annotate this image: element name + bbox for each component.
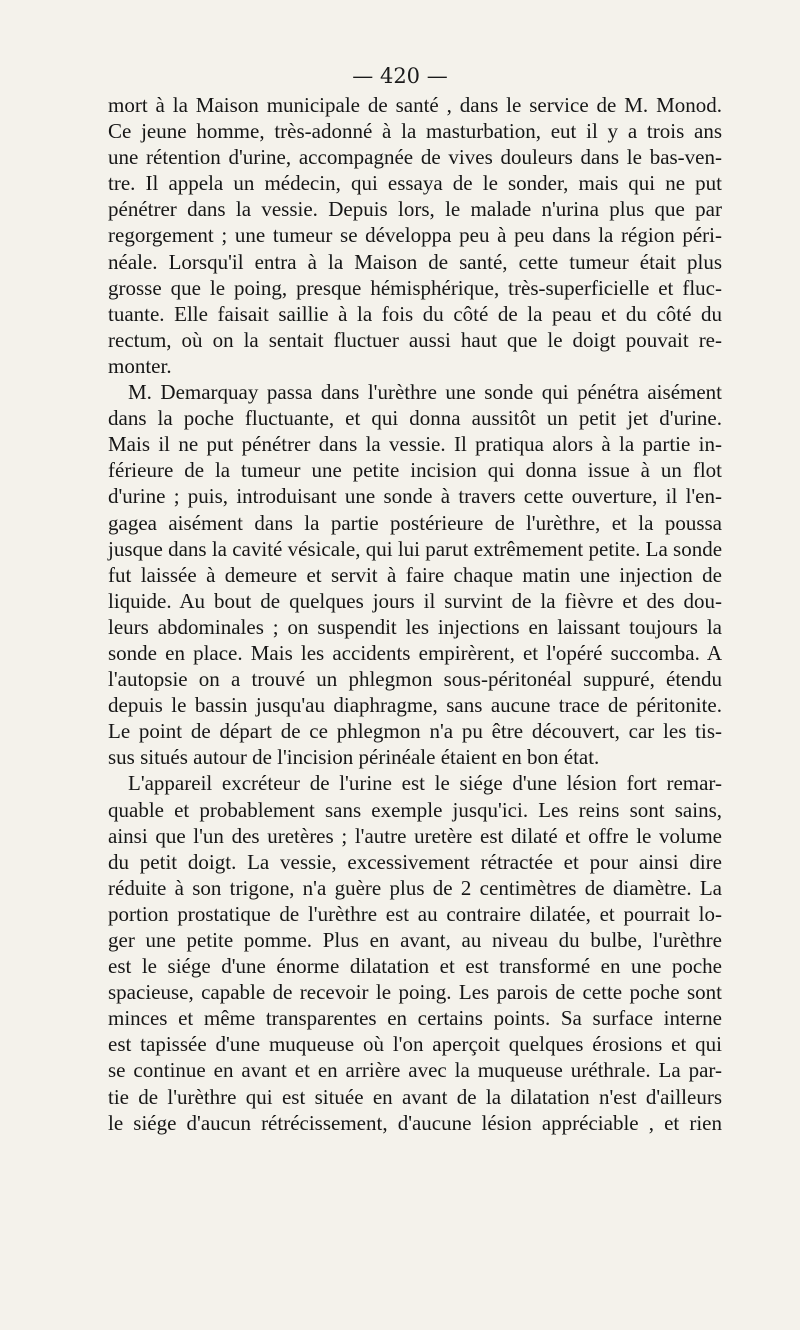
text-line: ainsi que l'un des uretères ; l'autre uretère est dilaté et offre le volume bbox=[108, 823, 722, 848]
text-line: ger une petite pomme. Plus en avant, au niveau du bulbe, l'urèthre bbox=[108, 928, 722, 952]
text-line: pénétrer dans la vessie. Depuis lors, le malade n'urina plus que par bbox=[108, 197, 722, 222]
text-line: se continue en avant et en arrière avec la muqueuse uréthrale. La par- bbox=[108, 1058, 722, 1083]
text-line: mort à la Maison municipale de santé , dans le service de M. Monod. bbox=[108, 93, 722, 117]
text-line: réduite à son trigone, n'a guère plus de 2 centimètres de diamètre. La bbox=[108, 875, 722, 900]
text-line: l'autopsie on a trouvé un phlegmon sous-péritonéal suppuré, étendu bbox=[108, 667, 722, 692]
text-line: monter. bbox=[108, 353, 172, 378]
text-line: sus situés autour de l'incision périnéale étaient en bon état. bbox=[108, 745, 600, 770]
text-line: quable et probablement sans exemple jusqu'ici. Les reins sont sains, bbox=[108, 797, 722, 822]
text-line: minces et même transparentes en certains points. Sa surface interne bbox=[108, 1006, 722, 1031]
text-line: férieure de la tumeur une petite incision qui donna issue à un flot bbox=[108, 458, 722, 483]
text-line: Le point de départ de ce phlegmon n'a pu être découvert, car les tis- bbox=[108, 719, 722, 744]
text-line: L'appareil excréteur de l'urine est le siége d'une lésion fort remar- bbox=[128, 771, 722, 796]
page-number: — 420 — bbox=[352, 64, 448, 88]
text-line: le siége d'aucun rétrécissement, d'aucune lésion appréciable , et rien bbox=[108, 1110, 722, 1135]
text-line: leurs abdominales ; on suspendit les injections en laissant toujours la bbox=[108, 614, 722, 639]
text-line: rectum, où on la sentait fluctuer aussi haut que le doigt pouvait re- bbox=[108, 327, 722, 352]
text-line: liquide. Au bout de quelques jours il survint de la fièvre et des dou- bbox=[108, 588, 722, 613]
text-line: tre. Il appela un médecin, qui essaya de le sonder, mais qui ne put bbox=[108, 171, 722, 196]
text-line: fut laissée à demeure et servit à faire chaque matin une injection de bbox=[108, 562, 722, 587]
text-line: une rétention d'urine, accompagnée de vives douleurs dans le bas-ven- bbox=[108, 145, 722, 170]
text-line: depuis le bassin jusqu'au diaphragme, sans aucune trace de péritonite. bbox=[108, 693, 722, 718]
text-line: tuante. Elle faisait saillie à la fois du côté de la peau et du côté du bbox=[108, 301, 722, 326]
text-line: gagea aisément dans la partie postérieure de l'urèthre, et la poussa bbox=[108, 510, 722, 535]
text-line: dans la poche fluctuante, et qui donna aussitôt un petit jet d'urine. bbox=[108, 406, 722, 431]
text-line: portion prostatique de l'urèthre est au contraire dilatée, et pourrait lo- bbox=[108, 901, 722, 926]
text-line: grosse que le poing, presque hémisphérique, très-superficielle et fluc- bbox=[108, 275, 722, 300]
text-line: est le siége d'une énorme dilatation et est transformé en une poche bbox=[108, 954, 722, 979]
text-line: d'urine ; puis, introduisant une sonde à travers cette ouverture, il l'en- bbox=[108, 484, 722, 509]
text-line: est tapissée d'une muqueuse où l'on aperçoit quelques érosions et qui bbox=[108, 1032, 722, 1057]
text-line: M. Demarquay passa dans l'urèthre une sonde qui pénétra aisément bbox=[128, 380, 722, 405]
text-line: jusque dans la cavité vésicale, qui lui parut extrêmement petite. La sonde bbox=[108, 536, 723, 561]
text-line: du petit doigt. La vessie, excessivement rétractée et pour ainsi dire bbox=[108, 849, 722, 874]
text-line: Ce jeune homme, très-adonné à la masturbation, eut il y a trois ans bbox=[108, 119, 722, 144]
text-line: Mais il ne put pénétrer dans la vessie. Il pratiqua alors à la partie in- bbox=[108, 432, 722, 457]
text-line: spacieuse, capable de recevoir le poing. Les parois de cette poche sont bbox=[108, 980, 722, 1005]
body-text bbox=[108, 92, 722, 1136]
text-line: regorgement ; une tumeur se développa peu à peu dans la région péri- bbox=[108, 223, 722, 248]
text-line: tie de l'urèthre qui est située en avant de la dilatation n'est d'ailleurs bbox=[108, 1084, 722, 1109]
text-line: néale. Lorsqu'il entra à la Maison de santé, cette tumeur était plus bbox=[108, 249, 722, 274]
text-line: sonde en place. Mais les accidents empirèrent, et l'opéré succomba. A bbox=[108, 640, 722, 665]
